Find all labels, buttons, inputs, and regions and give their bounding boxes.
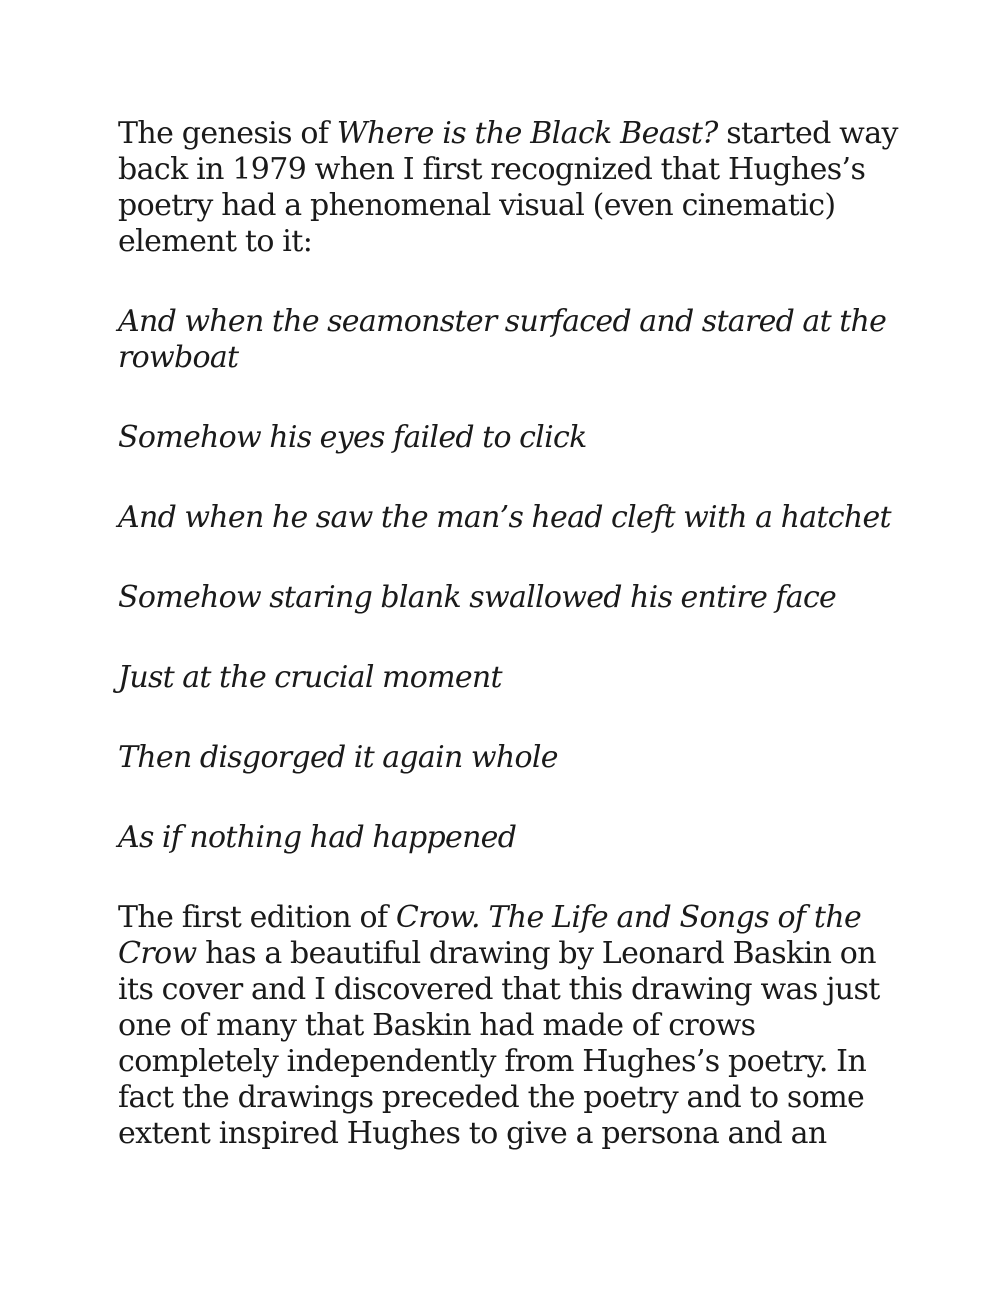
- intro-text-start: The genesis of: [118, 116, 337, 151]
- verse-line: And when he saw the man’s head cleft with a hatchet: [118, 500, 891, 535]
- crow-text-end: has a beautiful drawing by Leonard Baskin on its cover and I discovered that this drawing was just one of many that Baskin had made of crows completely independently from Hughes’s poetry. In fact the drawings preceded the poetry and to some extent inspired Hughes to give a persona and an: [118, 936, 880, 1151]
- verse-line: Then disgorged it again whole: [118, 740, 558, 775]
- book-title-crow: Crow. The Life and Songs of the Crow: [118, 900, 862, 971]
- book-title-black-beast: Where is the Black Beast?: [336, 116, 718, 151]
- verse-line: Somehow staring blank swallowed his entire face: [118, 580, 837, 615]
- verse-line: And when the seamonster surfaced and stared at the rowboat: [118, 304, 887, 375]
- crow-text-start: The first edition of: [118, 900, 396, 935]
- verse-line: Just at the crucial moment: [118, 660, 502, 695]
- verse-line: As if nothing had happened: [118, 820, 517, 855]
- document-page: [118, 116, 898, 1152]
- verse-line: Somehow his eyes failed to click: [118, 420, 587, 455]
- intro-paragraph: [118, 116, 898, 260]
- crow-paragraph: [118, 900, 898, 1152]
- intro-text-end: started way back in 1979 when I first recognized that Hughes’s poetry had a phenomenal visual (even cinematic) element to it:: [118, 116, 898, 259]
